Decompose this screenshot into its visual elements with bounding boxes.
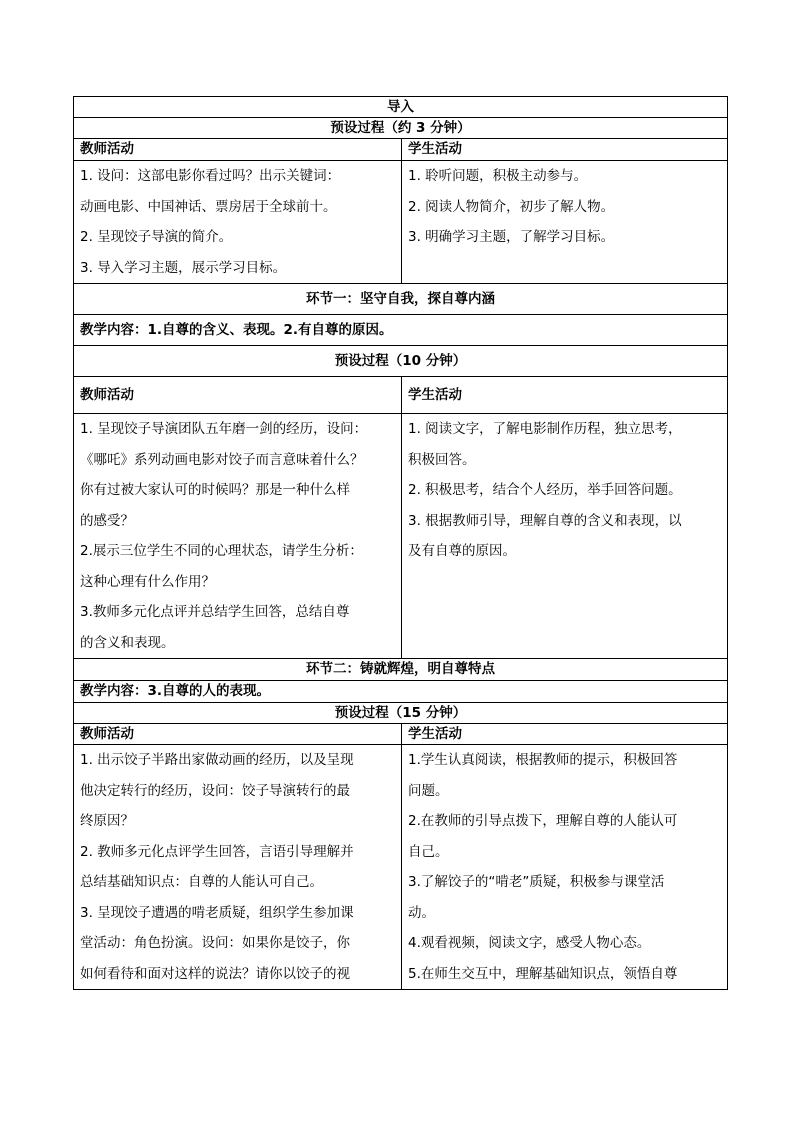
intro-teacher-line: 3. 导入学习主题，展示学习目标。 [80,259,287,276]
section2-teacher-header: 教师活动 [74,724,402,745]
section2-content: 教学内容：3.自尊的人的表现。 [74,681,728,703]
section1-teacher-line: 你有过被大家认可的时候吗？那是一种什么样 [80,482,350,498]
section2-student-line: 动。 [408,904,435,921]
section2-teacher-cell [74,745,402,990]
section2-student-header: 学生活动 [402,724,728,745]
section1-student-line: 3. 根据教师引导，理解自尊的含义和表现，以 [408,512,682,529]
section2-teacher-line: 他决定转行的经历，设问：饺子导演转行的最 [80,782,350,799]
intro-teacher-line: 动画电影、中国神话、票房居于全球前十。 [80,198,337,215]
intro-student-line: 2. 阅读人物简介，初步了解人物。 [408,198,615,215]
section1-student-line: 积极回答。 [408,451,476,468]
section2-process-header: 预设过程（15 分钟） [74,703,728,724]
intro-process-header: 预设过程（约 3 分钟） [74,118,728,139]
intro-student-line: 1. 聆听问题，积极主动参与。 [408,168,588,184]
section1-teacher-line: 《哪吒》系列动画电影对饺子而言意味着什么？ [80,451,364,468]
section1-process-header: 预设过程（10 分钟） [74,346,728,377]
section2-title: 环节二：铸就辉煌，明自尊特点 [74,659,728,681]
section1-teacher-line: 1. 呈现饺子导演团队五年磨一剑的经历，设问： [80,421,368,437]
intro-title: 导入 [74,97,728,118]
section1-teacher-header: 教师活动 [74,377,402,414]
section2-student-line: 问题。 [408,782,449,799]
section2-student-cell [402,745,728,990]
section2-teacher-line: 1. 出示饺子半路出家做动画的经历，以及呈现 [80,752,354,768]
intro-teacher-line: 2. 呈现饺子导演的简介。 [80,229,233,245]
section1-teacher-cell [74,414,402,659]
section1-student-line: 1. 阅读文字，了解电影制作历程，独立思考， [408,421,682,437]
section1-student-line: 及有自尊的原因。 [408,543,516,559]
section1-student-cell [402,414,728,659]
section2-teacher-line: 终原因？ [80,813,134,829]
intro-student-cell [402,161,728,284]
intro-teacher-header: 教师活动 [74,139,402,161]
section2-teacher-line: 3. 呈现饺子遭遇的啃老质疑，组织学生参加课 [80,904,354,921]
section1-teacher-line: 3.教师多元化点评并总结学生回答，总结自尊 [80,604,350,620]
intro-student-line: 3. 明确学习主题，了解学习目标。 [408,229,615,245]
section2-student-line: 5.在师生交互中，理解基础知识点，领悟自尊 [408,965,678,982]
section2-teacher-line: 总结基础知识点：自尊的人能认可自己。 [80,874,323,890]
section2-student-line: 1.学生认真阅读，根据教师的提示，积极回答 [408,752,678,768]
section2-student-line: 自己。 [408,843,449,860]
intro-student-header: 学生活动 [402,139,728,161]
lesson-plan-table [73,96,728,990]
section2-teacher-line: 2. 教师多元化点评学生回答，言语引导理解并 [80,843,354,860]
section1-teacher-line: 的含义和表现。 [80,634,175,651]
section2-student-line: 3.了解饺子的“啃老”质疑，积极参与课堂活 [408,874,665,890]
intro-teacher-line: 1. 设问：这部电影你看过吗？出示关键词： [80,168,341,184]
section1-student-line: 2. 积极思考，结合个人经历，举手回答问题。 [408,482,682,498]
section1-student-header: 学生活动 [402,377,728,414]
section1-teacher-line: 这种心理有什么作用？ [80,573,215,590]
section1-title: 环节一：坚守自我，探自尊内涵 [74,284,728,315]
section1-teacher-line: 2.展示三位学生不同的心理状态，请学生分析： [80,543,363,559]
section1-teacher-line: 的感受？ [80,512,134,529]
section2-student-line: 2.在教师的引导点拨下，理解自尊的人能认可 [408,813,678,829]
section2-teacher-line: 如何看待和面对这样的说法？请你以饺子的视 [80,965,350,982]
section1-content: 教学内容：1.自尊的含义、表现。2.有自尊的原因。 [74,315,728,346]
section2-student-line: 4.观看视频，阅读文字，感受人物心态。 [408,935,651,951]
intro-teacher-cell [74,161,402,284]
section2-teacher-line: 堂活动：角色扮演。设问：如果你是饺子，你 [80,935,350,951]
